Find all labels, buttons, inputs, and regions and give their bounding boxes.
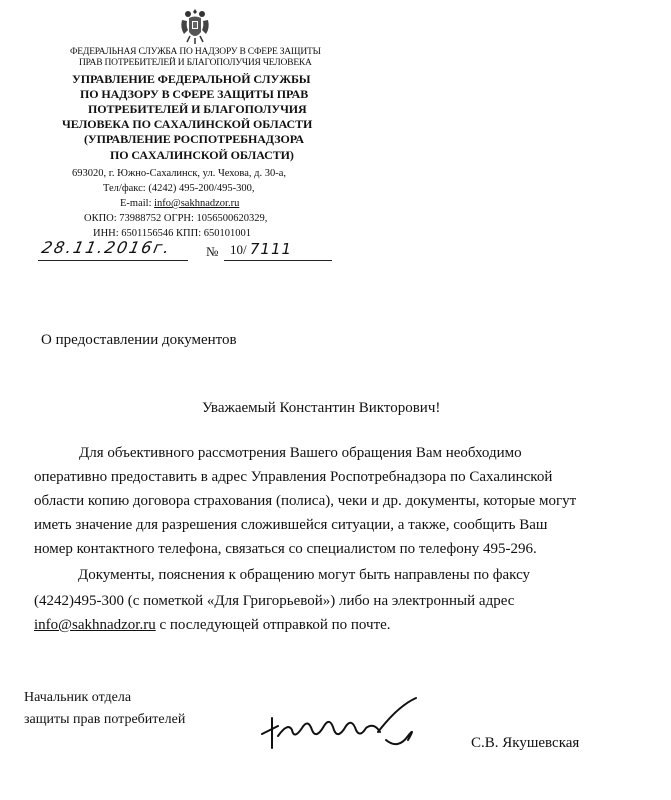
coat-of-arms-emblem: [178, 6, 212, 46]
email-label: E-mail:: [120, 198, 155, 209]
paragraph-1-line-3: области копию договора страхования (полиса), чеки и др. документы, которые могут: [34, 493, 577, 509]
number-handwritten: 7111: [249, 240, 293, 258]
office-email-line: [120, 198, 239, 210]
office-email-link[interactable]: info@sakhnadzor.ru: [154, 198, 240, 209]
office-phone-fax: Тел/факс: (4242) 495-200/495-300,: [103, 183, 255, 194]
signer-name: С.В. Якушевская: [471, 735, 580, 751]
number-underline: [224, 260, 332, 261]
office-address: 693020, г. Южно-Сахалинск, ул. Чехова, д. 30-а,: [72, 168, 287, 179]
office-okpo-ogrn: ОКПО: 73988752 ОГРН: 1056500620329,: [84, 213, 268, 224]
paragraph-1-line-5: номер контактного телефона, связаться со специалистом по телефону 495-296.: [34, 541, 537, 557]
office-line-5: (УПРАВЛЕНИЕ РОСПОТРЕБНАДЗОРА: [84, 132, 304, 146]
paragraph-2-tail: с последующей отправкой по почте.: [155, 617, 391, 633]
agency-line-1: ФЕДЕРАЛЬНАЯ СЛУЖБА ПО НАДЗОРУ В СФЕРЕ ЗАЩИТЫ: [70, 47, 321, 57]
office-line-3: ПОТРЕБИТЕЛЕЙ И БЛАГОПОЛУЧИЯ: [88, 102, 307, 116]
office-line-6: ПО САХАЛИНСКОЙ ОБЛАСТИ): [110, 148, 294, 162]
office-line-2: ПО НАДЗОРУ В СФЕРЕ ЗАЩИТЫ ПРАВ: [80, 87, 309, 101]
paragraph-2-line-2: (4242)495-300 (с пометкой «Для Григорьевой») либо на электронный адрес: [34, 593, 515, 609]
letter-number: [230, 240, 292, 258]
handwritten-signature: [258, 696, 428, 760]
letter-greeting: Уважаемый Константин Викторович!: [202, 400, 441, 416]
paragraph-1-line-2: оперативно предоставить в адрес Управления Роспотребнадзора по Сахалинской: [34, 469, 553, 485]
body-email-link[interactable]: info@sakhnadzor.ru: [34, 617, 156, 633]
letter-date: 28.11.2016г.: [39, 238, 174, 257]
letter-subject: О предоставлении документов: [41, 332, 237, 348]
office-line-4: ЧЕЛОВЕКА ПО САХАЛИНСКОЙ ОБЛАСТИ: [62, 117, 313, 131]
paragraph-2-line-1: Документы, пояснения к обращению могут быть направлены по факсу: [78, 567, 531, 583]
signer-position-line-1: Начальник отдела: [24, 690, 132, 705]
signer-position-line-2: защиты прав потребителей: [24, 712, 186, 727]
agency-line-2: ПРАВ ПОТРЕБИТЕЛЕЙ И БЛАГОПОЛУЧИЯ ЧЕЛОВЕКА: [79, 58, 312, 68]
paragraph-1-line-1: Для объективного рассмотрения Вашего обращения Вам необходимо: [79, 445, 522, 461]
paragraph-1-line-4: иметь значение для разрешения сложившейся ситуации, а также, сообщить Ваш: [34, 517, 548, 533]
number-prefix: 10/: [230, 242, 247, 257]
office-line-1: УПРАВЛЕНИЕ ФЕДЕРАЛЬНОЙ СЛУЖБЫ: [72, 72, 311, 86]
date-underline: [38, 260, 188, 261]
number-label: №: [206, 244, 219, 259]
date-number-row: [38, 238, 338, 268]
office-inn-kpp: ИНН: 6501156546 КПП: 650101001: [93, 228, 251, 239]
paragraph-2-line-3: [34, 616, 391, 634]
